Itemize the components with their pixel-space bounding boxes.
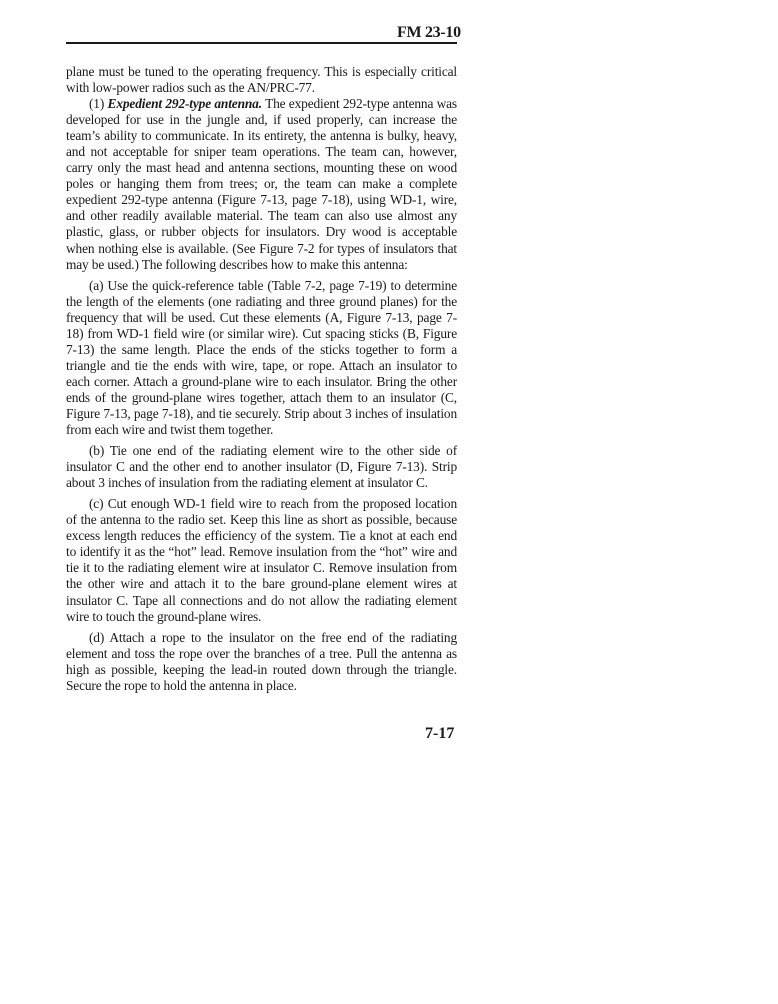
step-d-paragraph: (d) Attach a rope to the insulator on the free end of the radiating element and toss the rope over the branches of a tree. Pull the antenna as high as possible, keeping the lead-in routed down through the triangle. Secure the rope to hold the antenna in place.: [66, 629, 457, 693]
manual-id: FM 23-10: [397, 24, 461, 41]
page-number: 7-17: [425, 725, 455, 742]
step-c-paragraph: (c) Cut enough WD-1 field wire to reach from the proposed location of the antenna to the radio set. Keep this line as short as possible, because excess length reduces the efficiency of the system. Tie a knot at each end to identify it as the “hot” lead. Remove insulation from the “hot” wire and tie it to the radiating element wire at insulator C. Remove insulation from the other wire and attach it to the bare ground-plane element wires at insulator C. Tape all connections and do not allow the radiating element wire to touch the ground-plane wires.: [66, 496, 457, 624]
body-text: [66, 64, 457, 694]
continuation-paragraph: plane must be tuned to the operating frequency. This is especially critical with low-power radios such as the AN/PRC-77.: [66, 64, 457, 96]
item-1-number: (1): [89, 96, 108, 112]
item-1-heading: Expedient 292-type antenna.: [107, 96, 262, 112]
item-1-paragraph: [66, 96, 457, 273]
item-1-text: The expedient 292-type antenna was developed for use in the jungle and, if used properly, can increase the team’s ability to communicate. In its entirety, the antenna is bulky, heavy, and not acceptable for sniper team operations. The team can, however, carry only the mast head and antenna sections, mounting these on wood poles or hanging them from trees; or, the team can make a complete expedient 292-type antenna (Figure 7-13, page 7-18), using WD-1, wire, and other readily available material. The team can also use almost any plastic, glass, or rubber objects for insulators. Dry wood is acceptable when nothing else is available. (See Figure 7-2 for types of insulators that may be used.) The following describes how to make this antenna:: [66, 96, 457, 272]
header-rule: [66, 42, 457, 44]
step-b-paragraph: (b) Tie one end of the radiating element wire to the other side of insulator C and the other end to another insulator (D, Figure 7-13). Strip about 3 inches of insulation from the radiating element at insulator C.: [66, 443, 457, 491]
step-a-paragraph: (a) Use the quick-reference table (Table 7-2, page 7-19) to determine the length of the elements (one radiating and three ground planes) for the frequency that will be used. Cut these elements (A, Figure 7-13, page 7-18) from WD-1 field wire (or similar wire). Cut spacing sticks (B, Figure 7-13) the same length. Place the ends of the sticks together to form a triangle and tie the ends with wire, tape, or rope. Attach an insulator to each corner. Attach a ground-plane wire to each insulator. Bring the other ends of the ground-plane wires together, attach them to an insulator (C, Figure 7-13, page 7-18), and tie securely. Strip about 3 inches of insulation from each wire and twist them together.: [66, 277, 457, 438]
